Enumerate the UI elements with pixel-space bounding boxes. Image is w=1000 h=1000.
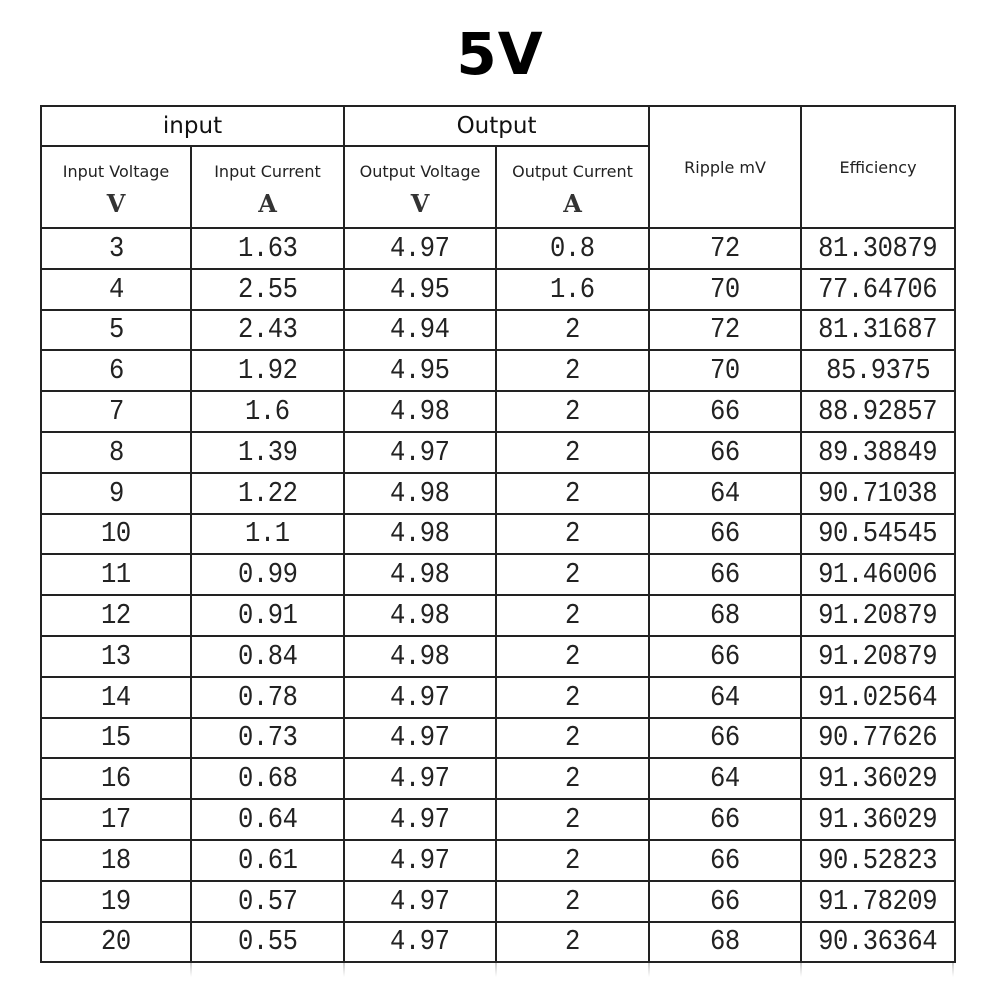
cell-value: 1.92 xyxy=(237,354,298,388)
cell-value: 66 xyxy=(710,558,740,592)
cell-efficiency xyxy=(801,718,955,759)
cell-value: 4.97 xyxy=(390,884,450,918)
cell-value: 10 xyxy=(101,517,131,551)
cell-value: 0.57 xyxy=(237,884,298,918)
cell-output-voltage xyxy=(344,269,496,310)
cell-output-current xyxy=(496,432,649,473)
cell-output-voltage xyxy=(344,554,496,595)
cell-input-voltage xyxy=(41,636,191,677)
cell-value: 88.92857 xyxy=(818,395,938,429)
divider xyxy=(190,963,192,977)
cell-input-current xyxy=(191,636,344,677)
cell-input-current xyxy=(191,391,344,432)
table-row xyxy=(41,799,955,840)
cell-value: 2 xyxy=(565,354,580,388)
cell-value: 90.36364 xyxy=(818,925,938,959)
cell-value: 91.78209 xyxy=(818,884,938,918)
cell-value: 1.39 xyxy=(237,435,298,469)
cell-output-current xyxy=(496,636,649,677)
cell-efficiency xyxy=(801,473,955,514)
table-row xyxy=(41,514,955,555)
table-row xyxy=(41,554,955,595)
cell-efficiency xyxy=(801,391,955,432)
cell-input-voltage xyxy=(41,432,191,473)
cell-input-current xyxy=(191,758,344,799)
column-header-input-voltage xyxy=(41,146,191,228)
cell-value: 66 xyxy=(710,517,740,551)
cell-value: 4.98 xyxy=(390,517,450,551)
table-row xyxy=(41,922,955,963)
cell-value: 68 xyxy=(710,925,740,959)
cell-value: 0.55 xyxy=(237,925,298,959)
divider xyxy=(648,963,650,977)
cell-value: 2 xyxy=(565,435,580,469)
cell-output-voltage xyxy=(344,758,496,799)
cell-value: 4.98 xyxy=(390,639,450,673)
cell-value: 0.78 xyxy=(237,680,298,714)
cell-value: 6 xyxy=(108,354,124,388)
cell-value: 81.30879 xyxy=(818,231,938,265)
page-title: 5V xyxy=(456,20,544,88)
cell-input-current xyxy=(191,677,344,718)
cell-output-voltage xyxy=(344,922,496,963)
group-header-input: input xyxy=(41,106,344,146)
divider xyxy=(343,963,345,977)
cell-input-voltage xyxy=(41,473,191,514)
cell-value: 2 xyxy=(565,476,580,510)
cell-ripple xyxy=(649,228,801,269)
cell-value: 90.54545 xyxy=(818,517,938,551)
cell-ripple xyxy=(649,473,801,514)
cell-efficiency xyxy=(801,554,955,595)
cell-efficiency xyxy=(801,228,955,269)
cell-value: 4 xyxy=(108,272,124,306)
cell-output-current xyxy=(496,473,649,514)
cell-output-voltage xyxy=(344,636,496,677)
cell-value: 0.99 xyxy=(237,558,298,592)
cell-value: 2 xyxy=(565,395,580,429)
cell-value: 85.9375 xyxy=(825,354,931,388)
cell-output-voltage xyxy=(344,310,496,351)
cell-input-voltage xyxy=(41,391,191,432)
table-row xyxy=(41,718,955,759)
cell-value: 4.98 xyxy=(390,395,450,429)
cell-value: 2 xyxy=(565,313,580,347)
cell-input-voltage xyxy=(41,718,191,759)
group-header-output: Output xyxy=(344,106,649,146)
cell-value: 13 xyxy=(101,639,131,673)
cell-input-current xyxy=(191,799,344,840)
table-bottom-ticks xyxy=(40,963,954,979)
cell-value: 0.73 xyxy=(237,721,298,755)
cell-output-current xyxy=(496,758,649,799)
cell-output-voltage xyxy=(344,473,496,514)
cell-value: 18 xyxy=(101,843,131,877)
cell-input-current xyxy=(191,881,344,922)
cell-input-voltage xyxy=(41,881,191,922)
cell-efficiency xyxy=(801,432,955,473)
cell-value: 72 xyxy=(710,313,740,347)
table-row xyxy=(41,881,955,922)
cell-value: 0.91 xyxy=(237,599,298,633)
cell-value: 4.97 xyxy=(390,762,450,796)
cell-input-current xyxy=(191,514,344,555)
cell-value: 19 xyxy=(101,884,131,918)
cell-efficiency xyxy=(801,758,955,799)
cell-value: 4.98 xyxy=(390,476,450,510)
column-header-output-voltage xyxy=(344,146,496,228)
cell-output-current xyxy=(496,228,649,269)
cell-value: 66 xyxy=(710,803,740,837)
group-header-row xyxy=(41,106,955,146)
cell-value: 90.71038 xyxy=(818,476,938,510)
cell-input-voltage xyxy=(41,554,191,595)
cell-value: 5 xyxy=(108,313,124,347)
cell-output-current xyxy=(496,677,649,718)
cell-value: 0.61 xyxy=(237,843,298,877)
cell-output-voltage xyxy=(344,840,496,881)
table-row xyxy=(41,840,955,881)
table-row xyxy=(41,636,955,677)
column-header-efficiency: Efficiency xyxy=(801,106,955,228)
cell-value: 81.31687 xyxy=(818,313,938,347)
cell-value: 4.97 xyxy=(390,435,450,469)
cell-input-current xyxy=(191,350,344,391)
cell-value: 66 xyxy=(710,843,740,877)
cell-input-voltage xyxy=(41,514,191,555)
cell-value: 2 xyxy=(565,843,580,877)
table-row xyxy=(41,432,955,473)
cell-output-current xyxy=(496,350,649,391)
cell-ripple xyxy=(649,718,801,759)
column-unit: V xyxy=(106,189,126,218)
cell-ripple xyxy=(649,595,801,636)
cell-input-voltage xyxy=(41,228,191,269)
divider xyxy=(952,963,954,977)
cell-value: 1.22 xyxy=(237,476,298,510)
cell-value: 0.84 xyxy=(237,639,298,673)
cell-value: 66 xyxy=(710,721,740,755)
table-row xyxy=(41,310,955,351)
column-header-input-current xyxy=(191,146,344,228)
cell-value: 1.1 xyxy=(245,517,290,551)
column-unit: A xyxy=(258,189,277,218)
cell-value: 2 xyxy=(565,680,580,714)
cell-value: 64 xyxy=(710,680,740,714)
cell-input-voltage xyxy=(41,922,191,963)
cell-value: 2 xyxy=(565,925,580,959)
cell-input-current xyxy=(191,310,344,351)
cell-output-current xyxy=(496,554,649,595)
cell-output-current xyxy=(496,391,649,432)
cell-efficiency xyxy=(801,922,955,963)
column-unit: V xyxy=(410,189,430,218)
cell-value: 1.6 xyxy=(245,395,290,429)
cell-ripple xyxy=(649,881,801,922)
cell-input-current xyxy=(191,269,344,310)
cell-input-voltage xyxy=(41,350,191,391)
cell-ripple xyxy=(649,554,801,595)
cell-value: 4.97 xyxy=(390,680,450,714)
cell-output-voltage xyxy=(344,432,496,473)
divider xyxy=(495,963,497,977)
cell-input-voltage xyxy=(41,310,191,351)
cell-value: 9 xyxy=(108,476,124,510)
cell-output-voltage xyxy=(344,718,496,759)
cell-input-current xyxy=(191,554,344,595)
column-header-ripple: Ripple mV xyxy=(649,106,801,228)
cell-value: 90.52823 xyxy=(818,843,938,877)
cell-input-current xyxy=(191,228,344,269)
cell-ripple xyxy=(649,432,801,473)
column-unit: A xyxy=(563,189,582,218)
cell-input-current xyxy=(191,718,344,759)
cell-input-voltage xyxy=(41,799,191,840)
cell-value: 70 xyxy=(710,272,740,306)
cell-ripple xyxy=(649,677,801,718)
cell-value: 90.77626 xyxy=(818,721,938,755)
cell-ripple xyxy=(649,758,801,799)
cell-ripple xyxy=(649,922,801,963)
cell-output-current xyxy=(496,840,649,881)
cell-value: 64 xyxy=(710,476,740,510)
table-row xyxy=(41,391,955,432)
cell-input-current xyxy=(191,432,344,473)
cell-value: 66 xyxy=(710,395,740,429)
cell-value: 2 xyxy=(565,517,580,551)
cell-input-voltage xyxy=(41,595,191,636)
cell-value: 66 xyxy=(710,435,740,469)
cell-value: 2 xyxy=(565,803,580,837)
cell-ripple xyxy=(649,514,801,555)
cell-value: 4.97 xyxy=(390,721,450,755)
cell-output-voltage xyxy=(344,228,496,269)
column-label: Input Voltage xyxy=(62,162,170,181)
cell-value: 91.20879 xyxy=(818,639,938,673)
cell-input-current xyxy=(191,473,344,514)
table-row xyxy=(41,595,955,636)
cell-value: 66 xyxy=(710,884,740,918)
column-label: Output Current xyxy=(512,162,633,181)
cell-output-current xyxy=(496,514,649,555)
table-row xyxy=(41,677,955,718)
cell-input-voltage xyxy=(41,677,191,718)
cell-value: 77.64706 xyxy=(818,272,938,306)
cell-value: 91.36029 xyxy=(818,803,938,837)
table-row xyxy=(41,350,955,391)
cell-value: 4.98 xyxy=(390,599,450,633)
cell-ripple xyxy=(649,310,801,351)
cell-value: 72 xyxy=(710,231,740,265)
cell-output-voltage xyxy=(344,595,496,636)
cell-output-voltage xyxy=(344,514,496,555)
cell-efficiency xyxy=(801,636,955,677)
cell-value: 0.8 xyxy=(550,231,595,265)
divider xyxy=(800,963,802,977)
cell-output-voltage xyxy=(344,881,496,922)
table-body xyxy=(41,228,955,962)
cell-value: 4.97 xyxy=(390,843,450,877)
cell-ripple xyxy=(649,636,801,677)
cell-value: 70 xyxy=(710,354,740,388)
cell-value: 3 xyxy=(108,231,124,265)
cell-value: 4.98 xyxy=(390,558,450,592)
cell-ripple xyxy=(649,350,801,391)
cell-value: 2 xyxy=(565,884,580,918)
cell-input-voltage xyxy=(41,269,191,310)
cell-value: 4.97 xyxy=(390,803,450,837)
cell-value: 11 xyxy=(101,558,131,592)
cell-output-current xyxy=(496,799,649,840)
cell-output-voltage xyxy=(344,350,496,391)
table-row xyxy=(41,473,955,514)
cell-ripple xyxy=(649,391,801,432)
cell-output-voltage xyxy=(344,799,496,840)
cell-value: 89.38849 xyxy=(818,435,938,469)
cell-value: 0.68 xyxy=(237,762,298,796)
cell-efficiency xyxy=(801,595,955,636)
cell-output-current xyxy=(496,922,649,963)
cell-output-current xyxy=(496,269,649,310)
cell-value: 68 xyxy=(710,599,740,633)
cell-value: 1.63 xyxy=(237,231,298,265)
cell-value: 64 xyxy=(710,762,740,796)
cell-efficiency xyxy=(801,840,955,881)
cell-value: 2 xyxy=(565,721,580,755)
cell-value: 2.55 xyxy=(237,272,298,306)
table-row xyxy=(41,758,955,799)
cell-value: 1.6 xyxy=(550,272,595,306)
cell-value: 91.36029 xyxy=(818,762,938,796)
cell-efficiency xyxy=(801,799,955,840)
cell-efficiency xyxy=(801,677,955,718)
column-label: Output Voltage xyxy=(359,162,481,181)
table-row xyxy=(41,269,955,310)
cell-value: 91.20879 xyxy=(818,599,938,633)
cell-output-current xyxy=(496,881,649,922)
cell-input-current xyxy=(191,922,344,963)
cell-efficiency xyxy=(801,350,955,391)
column-header-output-current xyxy=(496,146,649,228)
cell-value: 7 xyxy=(108,395,124,429)
cell-value: 91.46006 xyxy=(818,558,938,592)
cell-output-voltage xyxy=(344,677,496,718)
cell-ripple xyxy=(649,269,801,310)
cell-value: 2.43 xyxy=(237,313,298,347)
cell-value: 66 xyxy=(710,639,740,673)
cell-efficiency xyxy=(801,514,955,555)
cell-ripple xyxy=(649,840,801,881)
cell-output-current xyxy=(496,718,649,759)
cell-input-current xyxy=(191,840,344,881)
column-label: Input Current xyxy=(214,162,321,181)
cell-value: 2 xyxy=(565,599,580,633)
cell-value: 91.02564 xyxy=(818,680,938,714)
cell-value: 4.95 xyxy=(390,354,450,388)
cell-value: 4.97 xyxy=(390,925,450,959)
cell-value: 4.94 xyxy=(390,313,450,347)
cell-efficiency xyxy=(801,310,955,351)
cell-output-current xyxy=(496,595,649,636)
cell-value: 20 xyxy=(101,925,131,959)
cell-value: 12 xyxy=(101,599,131,633)
cell-ripple xyxy=(649,799,801,840)
cell-input-current xyxy=(191,595,344,636)
cell-value: 4.97 xyxy=(390,231,450,265)
cell-value: 16 xyxy=(101,762,131,796)
cell-output-voltage xyxy=(344,391,496,432)
cell-input-voltage xyxy=(41,840,191,881)
cell-value: 15 xyxy=(101,721,131,755)
cell-value: 14 xyxy=(101,680,131,714)
cell-efficiency xyxy=(801,269,955,310)
cell-efficiency xyxy=(801,881,955,922)
cell-value: 2 xyxy=(565,762,580,796)
cell-output-current xyxy=(496,310,649,351)
cell-value: 2 xyxy=(565,558,580,592)
cell-value: 8 xyxy=(108,435,124,469)
measurement-table xyxy=(40,105,956,963)
cell-value: 17 xyxy=(101,803,131,837)
cell-input-voltage xyxy=(41,758,191,799)
cell-value: 2 xyxy=(565,639,580,673)
cell-value: 0.64 xyxy=(237,803,298,837)
table-row xyxy=(41,228,955,269)
cell-value: 4.95 xyxy=(390,272,450,306)
